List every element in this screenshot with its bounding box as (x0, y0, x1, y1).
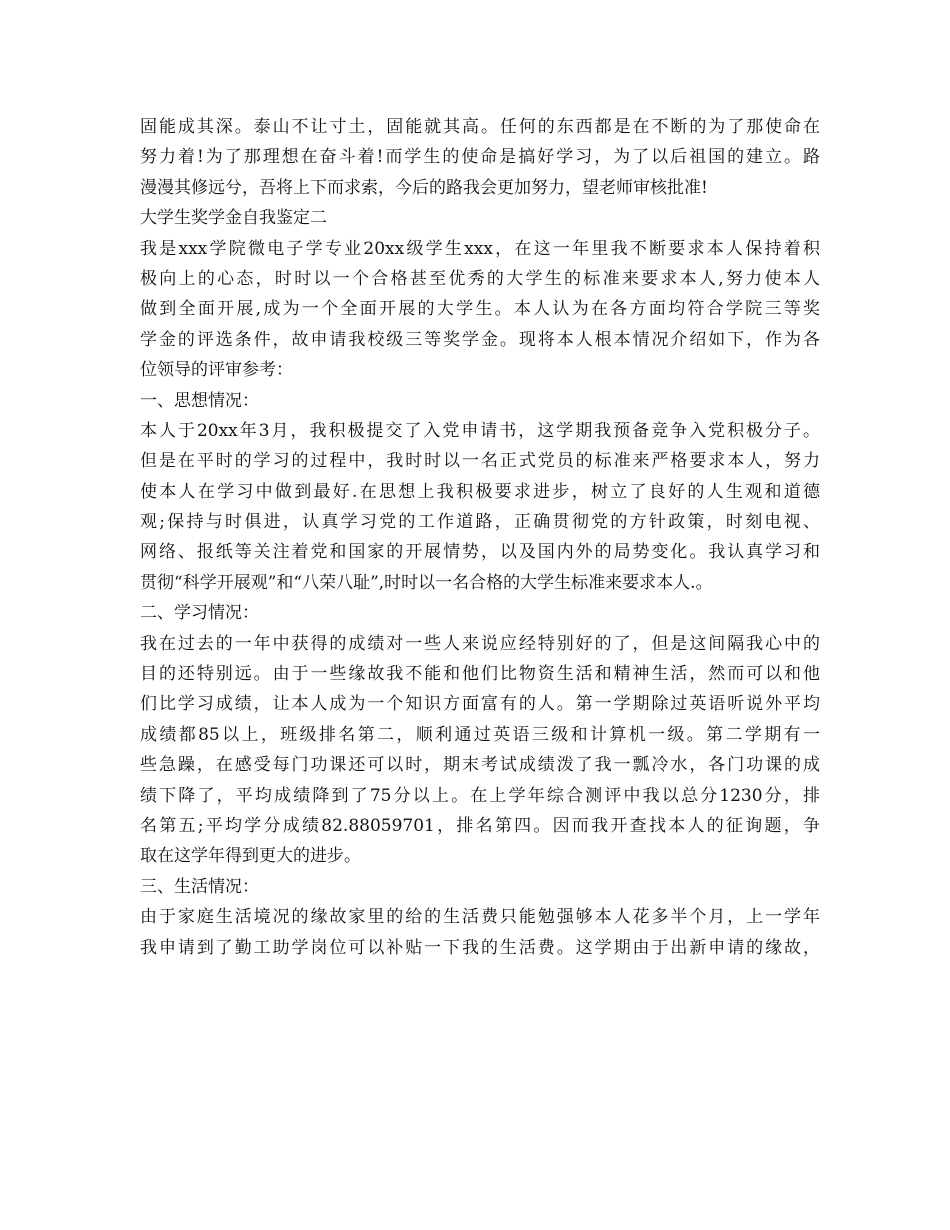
text-line: 取在这学年得到更大的进步。 (140, 846, 361, 867)
text-line: 做到全面开展,成为一个全面开展的大学生。本人认为在各方面均符合学院三等奖 (140, 299, 820, 320)
text-line: 我在过去的一年中获得的成绩对一些人来说应经特别好的了，但是这间隔我心中的 (140, 633, 820, 654)
text-line: 绩下降了，平均成绩降到了75分以上。在上学年综合测评中我以总分1230分，排 (140, 785, 820, 806)
text-line: 些急躁，在感受每门功课还可以时，期末考试成绩泼了我一瓢冷水，各门功课的成 (140, 755, 820, 776)
text-line: 一、思想情况： (140, 390, 259, 411)
text-line: 三、生活情况： (140, 876, 259, 897)
document-body (140, 112, 820, 963)
text-line: 大学生奖学金自我鉴定二 (140, 208, 327, 229)
text-line: 固能成其深。泰山不让寸土，固能就其高。任何的东西都是在不断的为了那使命在 (140, 117, 820, 137)
text-line: 网络、报纸等关注着党和国家的开展情势，以及国内外的局势变化。我认真学习和 (140, 542, 820, 563)
text-line: 成绩都85以上，班级排名第二，顺利通过英语三级和计算机一级。第二学期有一 (140, 724, 820, 745)
text-line: 们比学习成绩，让本人成为一个知识方面富有的人。第一学期除过英语听说外平均 (140, 694, 820, 715)
text-line: 使本人在学习中做到最好.在思想上我积极要求进步，树立了良好的人生观和道德 (140, 481, 820, 502)
text-line: 但是在平时的学习的过程中，我时时以一名正式党员的标准来严格要求本人，努力 (140, 451, 820, 472)
text-line: 漫漫其修远兮，吾将上下而求索，今后的路我会更加努力，望老师审核批准! (140, 177, 708, 198)
text-line: 本人于20xx年3月，我积极提交了入党申请书，这学期我预备竞争入党积极分子。 (140, 420, 820, 441)
text-line: 努力着!为了那理想在奋斗着!而学生的使命是搞好学习，为了以后祖国的建立。路 (140, 147, 820, 168)
text-line: 极向上的心态，时时以一个合格甚至优秀的大学生的标准来要求本人,努力使本人 (140, 268, 820, 289)
text-line: 贯彻“科学开展观”和“八荣八耻”,时时以一名合格的大学生标准来要求本人.。 (140, 572, 713, 593)
text-line: 我申请到了勤工助学岗位可以补贴一下我的生活费。这学期由于出新申请的缘故， (140, 937, 820, 958)
text-line: 我是xxx学院微电子学专业20xx级学生xxx，在这一年里我不断要求本人保持着积 (140, 238, 820, 259)
text-line: 二、学习情况： (140, 603, 259, 624)
text-line: 由于家庭生活境况的缘故家里的给的生活费只能勉强够本人花多半个月，上一学年 (140, 907, 820, 928)
text-line: 观;保持与时俱进，认真学习党的工作道路，正确贯彻党的方针政策，时刻电视、 (140, 512, 820, 533)
text-line: 目的还特别远。由于一些缘故我不能和他们比物资生活和精神生活，然而可以和他 (140, 664, 820, 685)
text-line: 名第五;平均学分成绩82.88059701，排名第四。因而我开查找本人的征询题，争 (140, 815, 820, 836)
text-line: 位领导的评审参考： (140, 360, 293, 381)
text-line: 学金的评选条件，故申请我校级三等奖学金。现将本人根本情况介绍如下，作为各 (140, 329, 820, 350)
